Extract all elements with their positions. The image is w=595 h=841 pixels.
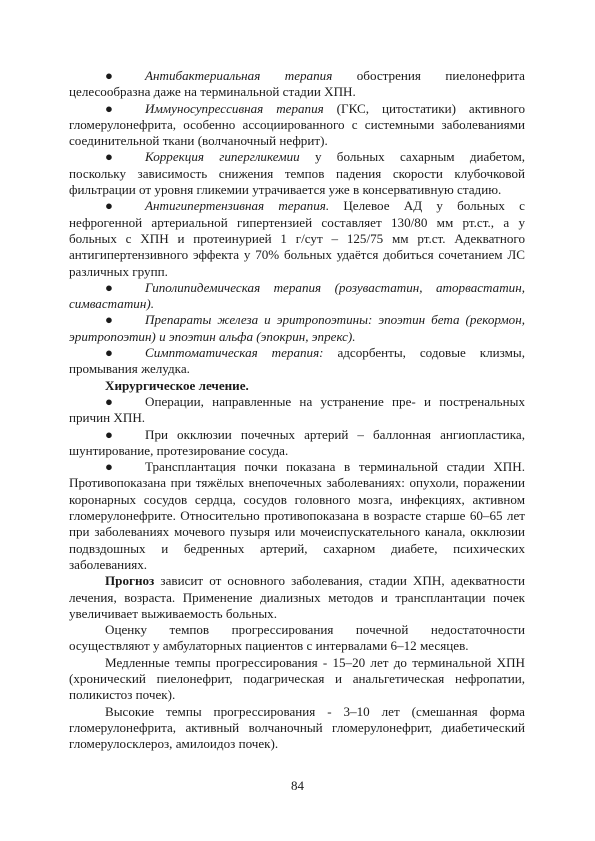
- italic-text: Антибактериальная терапия: [145, 68, 333, 83]
- paragraph-hypolipidemic: [69, 280, 525, 313]
- paragraph-antibacterial: [69, 68, 525, 101]
- paragraph-transplant: [69, 459, 525, 573]
- paragraph-fast: [69, 704, 525, 753]
- body-text: Оценку темпов прогрессирования почечной недостаточности осуществляют у амбулаторных пациентов с интервалами 6–12 месяцев.: [69, 622, 525, 654]
- bullet-icon: ●: [105, 345, 113, 361]
- bullet-icon: ●: [105, 198, 113, 214]
- bullet-icon: ●: [105, 100, 113, 116]
- italic-text: Симптоматическая терапия:: [145, 345, 324, 361]
- body-text: обострения пиелонефрита целесообразна даже на терминальной стадии ХПН.: [69, 68, 525, 100]
- body-text: Операции, направленные на устранение пре- и постренальных причин ХПН.: [69, 393, 525, 426]
- body-text: зависит от основного заболевания, стадии ХПН, адекватности лечения, возраста. Применение диализных методов и трансплантации почек увеличивает выживаемость больных.: [69, 573, 525, 621]
- body-text: Высокие темпы прогрессирования - 3–10 лет (смешанная форма гломерулонефрита, активный волчаночный гломерулонефрит, диабетический гломерулосклероз, амилоидоз почек).: [69, 703, 525, 752]
- italic-text: Коррекция гипергликемии: [145, 149, 300, 165]
- body-text: Трансплантация почки показана в терминальной стадии ХПН. Противопоказана при тяжёлых внепочечных заболеваниях: опухоли, поражении коронарных сосудов сердца, сосудов головного мозга, инфекциях, активном гломерулонефрите. Относительно противопоказана в возрасте старше 60–65 лет при заболеваниях мочевого пузыря или мочеиспускательного канала, окклюзии подвздошных и бедренных артерий, сахарном диабете, психических заболеваниях.: [69, 459, 525, 572]
- italic-text: Гиполипидемическая терапия (розувастатин, аторвастатин, симвастатин).: [69, 279, 525, 312]
- italic-text: Препараты железа и эритропоэтины: эпоэтин бета (рекормон, эритропоэтин) и эпоэтин альфа (эпокрин, эпрекс).: [69, 312, 525, 344]
- bullet-icon: ●: [105, 426, 113, 442]
- bullet-icon: ●: [105, 312, 113, 328]
- bullet-icon: ●: [105, 149, 113, 165]
- paragraph-hyperglycemia: [69, 149, 525, 198]
- body-text: Медленные темпы прогрессирования - 15–20 лет до терминальной ХПН (хронический пиелонефрит, подагрическая и анальгетическая нефропатии, поликистоз почек).: [69, 654, 525, 703]
- paragraph-surgical-heading: [69, 378, 525, 394]
- body-text: Целевое АД у больных с нефрогенной артериальной гипертензией составляет 130/80 мм рт.ст., а у больных с ХПН и протеинурией 1 г/сут – 125/75 мм рт.ст. Адекватного антигипертензивного эффекта у 70% больных удаётся добиться сочетанием ЛС различных групп.: [69, 198, 525, 279]
- bullet-icon: ●: [105, 393, 113, 409]
- paragraph-operations: [69, 394, 525, 427]
- body-text: (ГКС, цитостатики) активного гломерулонефрита, особенно ассоциированного с системными заболеваниями соединительной ткани (волчаночный нефрит).: [69, 100, 525, 149]
- paragraph-prognosis: [69, 573, 525, 622]
- italic-text: Иммуносупрессивная терапия: [145, 100, 324, 116]
- bold-text: Хирургическое лечение.: [105, 377, 249, 393]
- body-text: При окклюзии почечных артерий – баллонная ангиопластика, шунтирование, протезирование сосуда.: [69, 426, 525, 458]
- paragraph-symptomatic: [69, 345, 525, 378]
- body-text: адсорбенты, содовые клизмы, промывания желудка.: [69, 345, 525, 377]
- paragraph-assessment: [69, 622, 525, 655]
- bullet-icon: ●: [105, 68, 113, 83]
- paragraph-iron: [69, 312, 525, 345]
- bold-text: Прогноз: [105, 573, 155, 589]
- paragraph-immunosuppressive: [69, 101, 525, 150]
- document-page: [69, 68, 525, 752]
- italic-text: Антигипертензивная терапия.: [145, 198, 330, 214]
- bullet-icon: ●: [105, 279, 113, 295]
- paragraph-slow: [69, 655, 525, 704]
- bullet-icon: ●: [105, 459, 113, 475]
- paragraph-occlusion: [69, 427, 525, 460]
- body-text: у больных сахарным диабетом, поскольку зависимость снижения темпов падения скорости клубочковой фильтрации от уровня гликемии утрачивается уже в консервативную стадию.: [69, 149, 526, 198]
- page-number: 84: [291, 778, 304, 793]
- paragraph-antihypertensive: [69, 198, 525, 279]
